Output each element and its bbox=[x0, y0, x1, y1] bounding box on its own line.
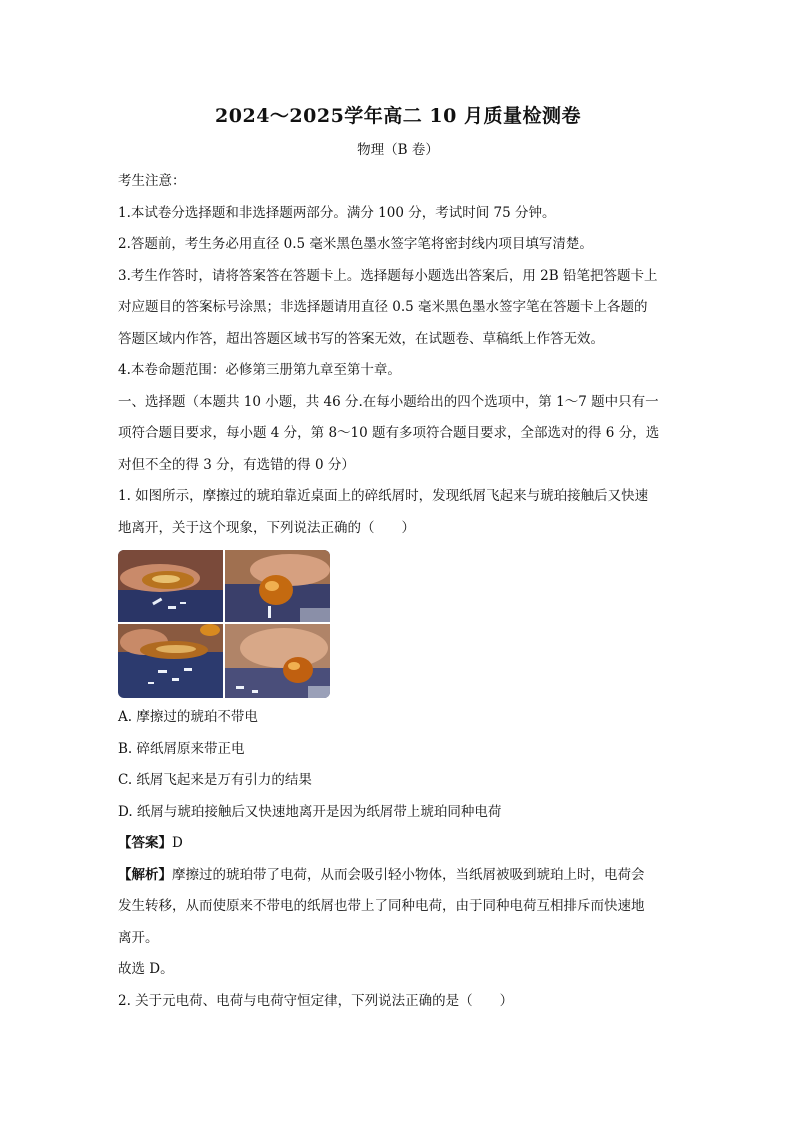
photo-panel-bottom-left bbox=[118, 624, 223, 698]
section-instructions: 对但不全的得 3 分，有选错的得 0 分） bbox=[118, 456, 355, 473]
notice-item: 2.答题前，考生务必用直径 0.5 毫米黑色墨水签字笔将密封线内项目填写清楚。 bbox=[118, 236, 593, 252]
option-c: C. 纸屑飞起来是万有引力的结果 bbox=[118, 772, 312, 788]
option-a: A. 摩擦过的琥珀不带电 bbox=[118, 709, 258, 725]
analysis-text: 离开。 bbox=[118, 929, 159, 946]
answer-value: D bbox=[172, 835, 183, 851]
photo-panel-top-left bbox=[118, 550, 223, 622]
notice-item: 3.考生作答时，请将答案答在答题卡上。选择题每小题选出答案后，用 2B 铅笔把答题卡上 bbox=[118, 267, 658, 284]
exam-subtitle: 物理（B 卷） bbox=[357, 142, 439, 158]
analysis-text: 摩擦过的琥珀带了电荷，从而会吸引轻小物体，当纸屑被吸到琥珀上时，电荷会 bbox=[172, 866, 645, 883]
notice-item: 1.本试卷分选择题和非选择题两部分。满分 100 分，考试时间 75 分钟。 bbox=[118, 204, 556, 221]
option-b: B. 碎纸屑原来带正电 bbox=[118, 740, 245, 757]
exam-title: 2024～2025学年高二 10 月质量检测卷 bbox=[215, 105, 581, 127]
section-instructions: 项符合题目要求，每小题 4 分，第 8～10 题有多项符合题目要求，全部选对的得 6 分，选 bbox=[118, 425, 660, 441]
section-instructions: 一、选择题（本题共 10 小题，共 46 分.在每小题给出的四个选项中，第 1～7 题中只有一 bbox=[118, 393, 659, 410]
question-1-stem: 地离开，关于这个现象，下列说法正确的（ ） bbox=[118, 519, 415, 536]
question-2-stem: 2. 关于元电荷、电荷与电荷守恒定律，下列说法正确的是（ ） bbox=[118, 992, 514, 1009]
question-1-stem: 1. 如图所示，摩擦过的琥珀靠近桌面上的碎纸屑时，发现纸屑飞起来与琥珀接触后又快速 bbox=[118, 488, 649, 504]
analysis-label: 【解析】 bbox=[118, 866, 172, 883]
notice-item: 4.本卷命题范围：必修第三册第九章至第十章。 bbox=[118, 362, 401, 378]
amber-photo-figure bbox=[118, 550, 330, 698]
notice-item: 答题区域内作答，超出答题区域书写的答案无效，在试题卷、草稿纸上作答无效。 bbox=[118, 330, 604, 347]
exam-page bbox=[118, 100, 678, 1017]
answer-conclusion: 故选 D。 bbox=[118, 961, 174, 977]
notice-heading: 考生注意： bbox=[118, 173, 186, 189]
analysis-text: 发生转移，从而使原来不带电的纸屑也带上了同种电荷，由于同种电荷互相排斥而快速地 bbox=[118, 898, 645, 914]
notice-item: 对应题目的答案标号涂黑；非选择题请用直径 0.5 毫米黑色墨水签字笔在答题卡上各题的 bbox=[118, 299, 648, 315]
answer-label: 【答案】 bbox=[118, 835, 172, 851]
photo-panel-bottom-right bbox=[225, 624, 330, 698]
analysis-line bbox=[118, 860, 678, 892]
option-d: D. 纸屑与琥珀接触后又快速地离开是因为纸屑带上琥珀同种电荷 bbox=[118, 803, 502, 820]
photo-panel-top-right bbox=[225, 550, 330, 622]
answer-line bbox=[118, 828, 678, 860]
